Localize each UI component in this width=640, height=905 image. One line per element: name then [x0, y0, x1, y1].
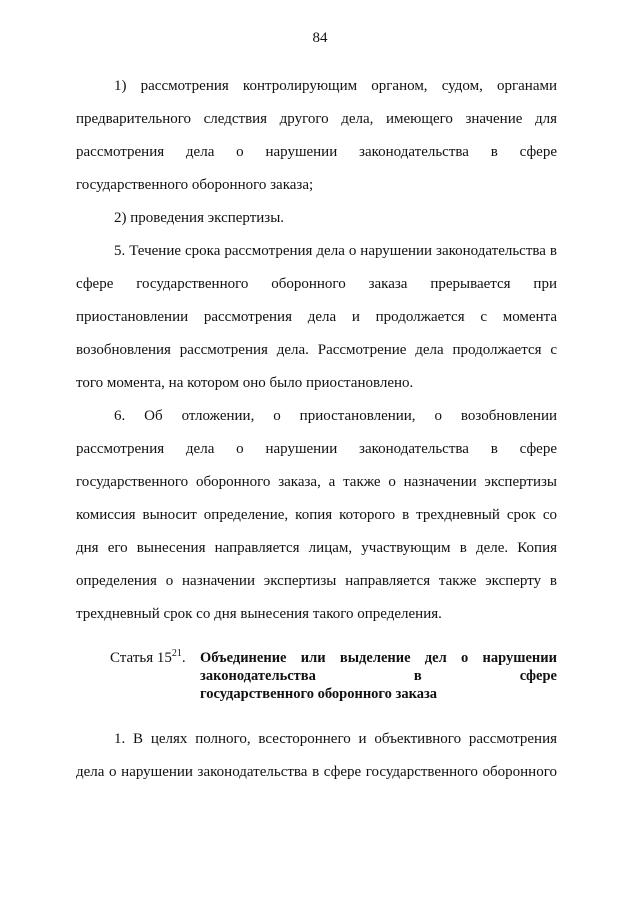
page-number: 84 — [312, 30, 328, 46]
article-label-suffix: . — [181, 650, 186, 666]
document-body — [76, 70, 557, 789]
article-label-superscript: 21 — [171, 648, 182, 659]
paragraph-clause-5: 5. Течение срока рассмотрения дела о нарушении законодательства в сфере государственного оборонного заказа прерывается при приостановлении рассмотрения дела и продолжается с момента возобновления рассмотрения дела. Рассмотрение дела продолжается с того момента, на котором оно было приостановлено. — [76, 243, 557, 391]
paragraph-item-1: 1) рассмотрения контролирующим органом, судом, органами предварительного следствия другого дела, имеющего значение для рассмотрения дела о нарушении законодательства в сфере государственного оборонного заказа; — [76, 78, 557, 193]
article-title-line-2: законодательства в сфере — [200, 668, 557, 684]
paragraph-item-2: 2) проведения экспертизы. — [114, 210, 285, 226]
article-title-line-3: государственного оборонного заказа — [200, 686, 438, 702]
paragraph-clause-6: 6. Об отложении, о приостановлении, о возобновлении рассмотрения дела о нарушении законодательства в сфере государственного оборонного заказа, а также о назначении экспертизы комиссия выносит определение, копия которого в трехдневный срок со дня его вынесения направляется лицам, участвующим в деле. Копия определения о назначении экспертизы направляется также эксперту в трехдневный срок со дня вынесения такого определения. — [76, 408, 557, 622]
article-title — [200, 649, 557, 703]
paragraph-article-clause-1: 1. В целях полного, всестороннего и объективного рассмотрения дела о нарушении законодательства в сфере государственного оборонного — [76, 731, 557, 780]
article-number — [110, 649, 186, 667]
article-title-line-1: Объединение или выделение дел о нарушении — [200, 650, 557, 666]
article-label-text: Статья 15 — [110, 650, 172, 666]
article-heading — [76, 649, 557, 705]
